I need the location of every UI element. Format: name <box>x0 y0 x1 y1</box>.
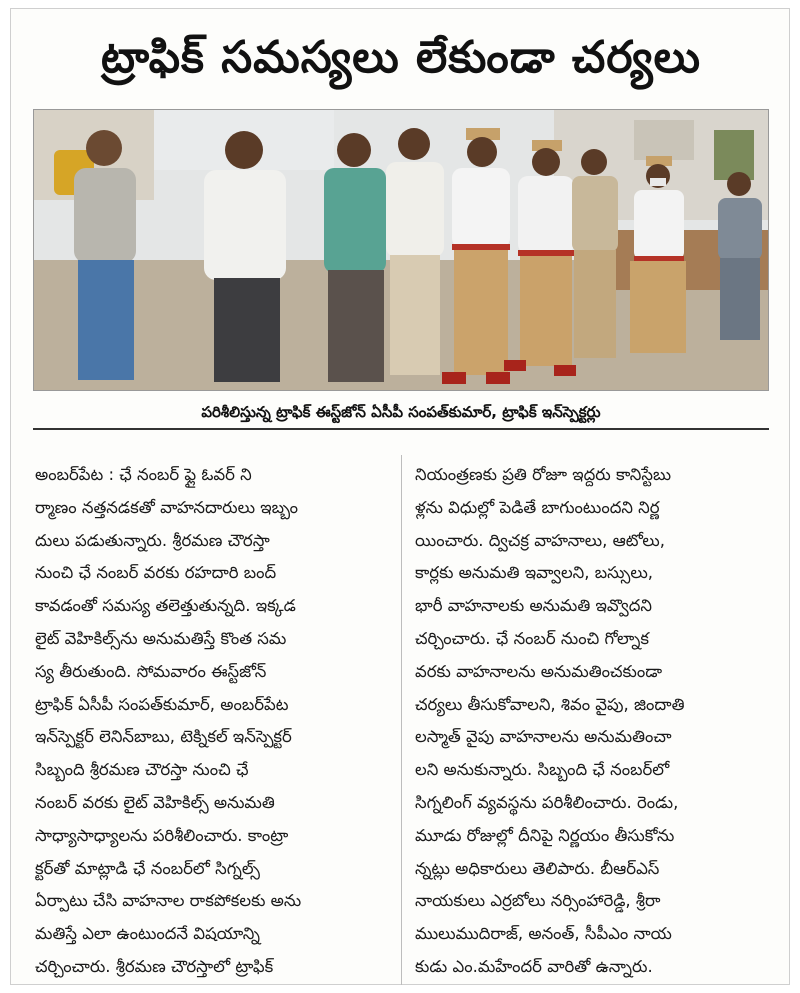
article-line: చర్చించారు. ఛే నంబర్ నుంచి గోల్నాక <box>415 628 649 648</box>
article-line: ళ్లను విధుల్లో పెడితే బాగుంటుందని నిర్ణ <box>415 497 660 517</box>
article-line: కార్లకు అనుమతి ఇవ్వాలని, బస్సులు, <box>415 563 654 583</box>
article-line: అంబర్‌పేట : ఛే నంబర్ ఫ్లై ఓవర్ ని <box>35 465 252 484</box>
column-divider <box>401 455 402 985</box>
article-line: ఏర్పాటు చేసి వాహనాల రాకపోకలకు అను <box>35 891 302 911</box>
article-line: నుంచి ఛే నంబర్ వరకు రహదారి బంద్ <box>35 563 277 583</box>
article-line: సాధ్యాసాధ్యాలను పరిశీలించారు. కాంట్రా <box>35 825 289 845</box>
article-line: వరకు వాహనాలను అనుమతించకుండా <box>415 661 663 681</box>
article-line: లని అనుకున్నారు. సిబ్బంది ఛే నంబర్‌లో <box>415 760 670 780</box>
article-line: యించారు. ద్విచక్ర వాహనాలు, ఆటోలు, <box>415 530 665 550</box>
news-photo <box>33 109 769 391</box>
article-line: సిబ్బంది శ్రీరమణ చౌరస్తా నుంచి ఛే <box>35 760 249 780</box>
photo-caption: పరిశీలిస్తున్న ట్రాఫిక్ ఈస్ట్‌జోన్ ఏసీపీ సంపత్‌కుమార్, ట్రాఫిక్ ఇన్‌స్పెక్టర్లు <box>201 403 601 421</box>
photo-caption-bar <box>33 396 769 430</box>
article-line: ట్రాఫిక్ ఏసీపీ సంపత్‌కుమార్, అంబర్‌పేట <box>35 694 289 714</box>
article-line: నాయకులు ఎర్రబోలు నర్సింహారెడ్డి, శ్రీరా <box>415 891 661 911</box>
article-line: ర్మాణం నత్తనడకతో వాహనదారులు ఇబ్బం <box>35 497 299 517</box>
article-line: నంబర్ వరకు లైట్ వెహికిల్స్ అనుమతి <box>35 792 275 812</box>
article-line: చర్యలు తీసుకోవాలని, శివం వైపు, జిందాతి <box>415 694 685 714</box>
article-line: కుడు ఎం.మహేందర్ వారితో ఉన్నారు. <box>415 956 653 976</box>
article-line: లైట్ వెహికిల్స్‌ను అనుమతిస్తే కొంత సమ <box>35 628 287 648</box>
article-line: ములుముదిరాజ్, అనంత్, సీపీఎం నాయ <box>415 924 672 944</box>
article-line: దులు పడుతున్నారు. శ్రీరమణ చౌరస్తా <box>35 530 270 550</box>
article-line: సిగ్నలింగ్ వ్యవస్థను పరిశీలించారు. రెండు, <box>415 792 679 812</box>
news-photo-illustration <box>34 110 769 391</box>
article-headline: ట్రాఫిక్ సమస్యలు లేకుండా చర్యలు <box>100 32 702 83</box>
article-line: భారీ వాహనాలకు అనుమతి ఇవ్వొదని <box>415 596 652 616</box>
article-column-left <box>35 459 385 984</box>
article-line: న్నట్లు అధికారులు తెలిపారు. బీఆర్ఎస్ <box>415 858 660 878</box>
article-line: మతిస్తే ఎలా ఉంటుందనే విషయాన్ని <box>35 924 260 944</box>
article-line: క్టర్‌తో మాట్లాడి ఛే నంబర్‌లో సిగ్నల్స్ <box>35 858 260 878</box>
article-line: లస్మాత్ వైపు వాహనాలను అనుమతించా <box>415 727 672 747</box>
article-column-right <box>415 459 765 984</box>
article-line: మూడు రోజుల్లో దీనిపై నిర్ణయం తీసుకోను <box>415 825 675 845</box>
article-line: నియంత్రణకు ప్రతి రోజూ ఇద్దరు కానిస్టేబు <box>415 465 672 484</box>
article-line: చర్చించారు. శ్రీరమణ చౌరస్తాలో ట్రాఫిక్ <box>35 956 274 976</box>
article-line: కావడంతో సమస్య తలెత్తుతున్నది. ఇక్కడ <box>35 596 296 616</box>
newspaper-clipping <box>10 8 790 985</box>
article-line: ఇన్‌స్పెక్టర్ లెనిన్‌బాబు, టెక్నికల్ ఇన్‌స్పెక్టర్ <box>35 727 292 747</box>
article-line: స్య తీరుతుంది. సోమవారం ఈస్ట్‌జోన్ <box>35 661 267 681</box>
